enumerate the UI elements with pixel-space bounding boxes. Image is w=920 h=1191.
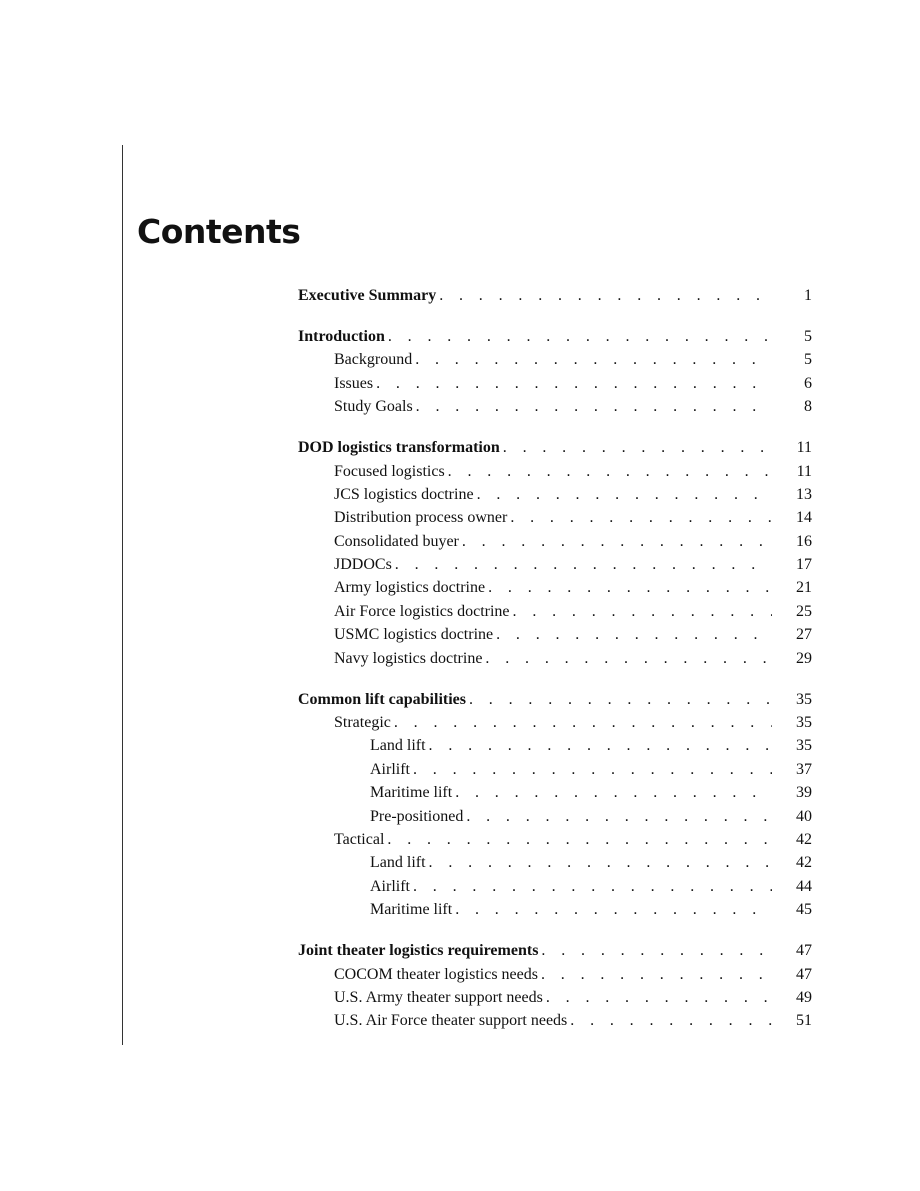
dot-leader bbox=[485, 647, 772, 670]
toc-entry-page-number: 51 bbox=[796, 1012, 812, 1030]
left-margin-rule bbox=[122, 145, 123, 1045]
dot-leader bbox=[477, 483, 772, 506]
toc-entry[interactable] bbox=[298, 483, 812, 506]
toc-entry[interactable] bbox=[298, 898, 812, 921]
toc-entry-page-number: 29 bbox=[796, 649, 812, 667]
dot-leader bbox=[376, 372, 772, 395]
toc-entry-page-number: 13 bbox=[796, 485, 812, 503]
toc-entry-label: COCOM theater logistics needs bbox=[334, 965, 538, 983]
toc-entry-page-number: 45 bbox=[796, 901, 812, 919]
toc-entry[interactable] bbox=[298, 939, 812, 962]
toc-entry-label: Issues bbox=[334, 374, 374, 392]
toc-entry-label: Common lift capabilities bbox=[298, 690, 466, 708]
toc-entry-page-number: 40 bbox=[796, 807, 812, 825]
dot-leader bbox=[503, 436, 772, 459]
dot-leader bbox=[546, 986, 772, 1009]
toc-entry-label: Airlift bbox=[370, 760, 410, 778]
dot-leader bbox=[496, 623, 772, 646]
toc-entry[interactable] bbox=[298, 506, 812, 529]
toc-entry-label: Consolidated buyer bbox=[334, 532, 459, 550]
toc-entry-label: Strategic bbox=[334, 714, 391, 732]
toc-section bbox=[298, 284, 812, 307]
dot-leader bbox=[513, 600, 772, 623]
toc-entry[interactable] bbox=[298, 1009, 812, 1032]
dot-leader bbox=[510, 506, 772, 529]
dot-leader bbox=[429, 734, 772, 757]
toc-entry-page-number: 25 bbox=[796, 602, 812, 620]
toc-entry-label: DOD logistics transformation bbox=[298, 439, 500, 457]
toc-entry[interactable] bbox=[298, 688, 812, 711]
toc-entry-label: JDDOCs bbox=[334, 556, 392, 574]
toc-entry-label: Introduction bbox=[298, 327, 385, 345]
toc-entry-label: Land lift bbox=[370, 737, 426, 755]
toc-entry[interactable] bbox=[298, 600, 812, 623]
dot-leader bbox=[394, 711, 772, 734]
dot-leader bbox=[462, 530, 772, 553]
toc-entry[interactable] bbox=[298, 963, 812, 986]
toc-entry[interactable] bbox=[298, 805, 812, 828]
toc-entry-label: JCS logistics doctrine bbox=[334, 485, 474, 503]
page-title: Contents bbox=[137, 212, 301, 251]
toc-entry-label: Maritime lift bbox=[370, 901, 453, 919]
dot-leader bbox=[429, 851, 772, 874]
toc-entry-page-number: 5 bbox=[804, 351, 812, 369]
dot-leader bbox=[570, 1009, 772, 1032]
toc-section bbox=[298, 688, 812, 922]
toc-entry[interactable] bbox=[298, 781, 812, 804]
toc-entry-page-number: 37 bbox=[796, 760, 812, 778]
toc-entry[interactable] bbox=[298, 711, 812, 734]
toc-entry[interactable] bbox=[298, 851, 812, 874]
dot-leader bbox=[488, 576, 772, 599]
dot-leader bbox=[395, 553, 772, 576]
toc-entry-label: Airlift bbox=[370, 877, 410, 895]
dot-leader bbox=[439, 284, 772, 307]
toc-entry[interactable] bbox=[298, 734, 812, 757]
toc-entry[interactable] bbox=[298, 460, 812, 483]
toc-entry-page-number: 14 bbox=[796, 509, 812, 527]
table-of-contents bbox=[298, 284, 812, 1050]
dot-leader bbox=[469, 688, 772, 711]
toc-section bbox=[298, 436, 812, 670]
toc-entry-label: Maritime lift bbox=[370, 784, 453, 802]
toc-entry-page-number: 11 bbox=[796, 439, 812, 457]
toc-entry-page-number: 8 bbox=[804, 398, 812, 416]
toc-entry[interactable] bbox=[298, 576, 812, 599]
toc-entry-page-number: 47 bbox=[796, 942, 812, 960]
toc-entry-page-number: 47 bbox=[796, 965, 812, 983]
toc-entry-page-number: 42 bbox=[796, 854, 812, 872]
toc-entry-page-number: 49 bbox=[796, 988, 812, 1006]
toc-entry-label: Executive Summary bbox=[298, 287, 437, 304]
toc-entry-label: U.S. Air Force theater support needs bbox=[334, 1012, 568, 1030]
toc-entry[interactable] bbox=[298, 325, 812, 348]
dot-leader bbox=[455, 781, 772, 804]
dot-leader bbox=[388, 325, 772, 348]
toc-section bbox=[298, 939, 812, 1033]
toc-entry-page-number: 39 bbox=[796, 784, 812, 802]
toc-entry-label: Army logistics doctrine bbox=[334, 579, 486, 597]
toc-entry[interactable] bbox=[298, 875, 812, 898]
dot-leader bbox=[387, 828, 772, 851]
toc-entry-page-number: 42 bbox=[796, 830, 812, 848]
dot-leader bbox=[416, 395, 772, 418]
toc-entry[interactable] bbox=[298, 758, 812, 781]
toc-entry[interactable] bbox=[298, 553, 812, 576]
dot-leader bbox=[455, 898, 772, 921]
toc-entry-page-number: 35 bbox=[796, 714, 812, 732]
toc-entry-label: Joint theater logistics requirements bbox=[298, 942, 539, 960]
toc-entry[interactable] bbox=[298, 348, 812, 371]
toc-entry-label: Pre-positioned bbox=[370, 807, 464, 825]
toc-entry[interactable] bbox=[298, 530, 812, 553]
toc-entry-label: Study Goals bbox=[334, 398, 413, 416]
toc-entry-label: Tactical bbox=[334, 830, 385, 848]
toc-entry-label: U.S. Army theater support needs bbox=[334, 988, 543, 1006]
toc-entry-page-number: 35 bbox=[796, 737, 812, 755]
dot-leader bbox=[541, 939, 772, 962]
toc-entry[interactable] bbox=[298, 372, 812, 395]
dot-leader bbox=[413, 875, 772, 898]
dot-leader bbox=[466, 805, 772, 828]
toc-entry-page-number: 44 bbox=[796, 877, 812, 895]
toc-entry-label: Distribution process owner bbox=[334, 509, 508, 527]
toc-entry-page-number: 35 bbox=[796, 690, 812, 708]
dot-leader bbox=[413, 758, 772, 781]
toc-entry-page-number: 11 bbox=[796, 462, 812, 480]
toc-entry-page-number: 21 bbox=[796, 579, 812, 597]
dot-leader bbox=[415, 348, 772, 371]
toc-entry[interactable] bbox=[298, 284, 812, 307]
toc-entry-page-number: 17 bbox=[796, 556, 812, 574]
toc-entry-page-number: 1 bbox=[804, 287, 812, 304]
toc-entry[interactable] bbox=[298, 436, 812, 459]
toc-entry-page-number: 16 bbox=[796, 532, 812, 550]
toc-entry-label: Land lift bbox=[370, 854, 426, 872]
toc-entry-page-number: 5 bbox=[804, 327, 812, 345]
toc-entry[interactable] bbox=[298, 828, 812, 851]
toc-entry-label: Background bbox=[334, 351, 413, 369]
toc-entry-page-number: 6 bbox=[804, 374, 812, 392]
dot-leader bbox=[541, 963, 772, 986]
toc-section bbox=[298, 325, 812, 419]
toc-entry[interactable] bbox=[298, 986, 812, 1009]
toc-entry[interactable] bbox=[298, 647, 812, 670]
toc-entry-label: Air Force logistics doctrine bbox=[334, 602, 510, 620]
dot-leader bbox=[448, 460, 772, 483]
toc-entry[interactable] bbox=[298, 395, 812, 418]
toc-entry[interactable] bbox=[298, 623, 812, 646]
toc-entry-label: USMC logistics doctrine bbox=[334, 626, 494, 644]
toc-entry-page-number: 27 bbox=[796, 626, 812, 644]
toc-entry-label: Navy logistics doctrine bbox=[334, 649, 483, 667]
toc-entry-label: Focused logistics bbox=[334, 462, 445, 480]
